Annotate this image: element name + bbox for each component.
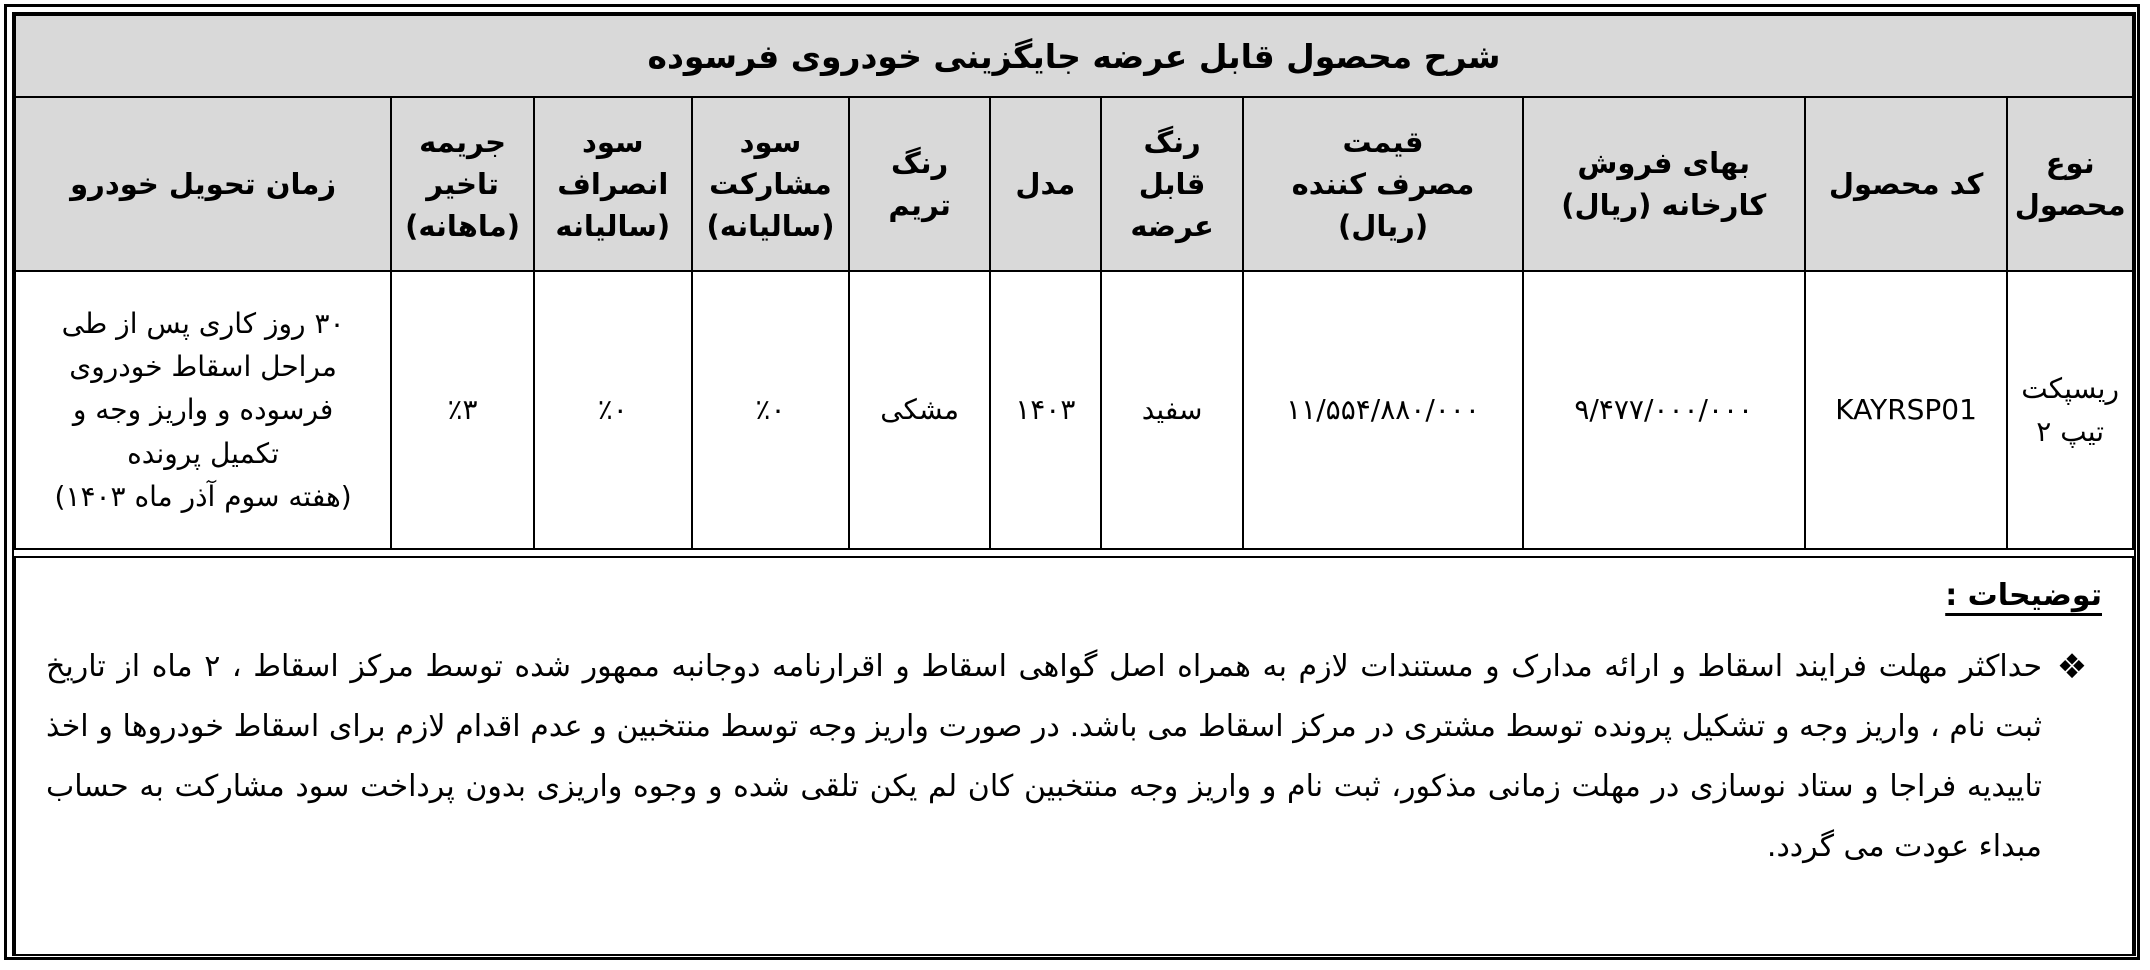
header-text: نوع محصول	[2014, 145, 2126, 222]
cell-factory-price: ۹/۴۷۷/۰۰۰/۰۰۰	[1523, 271, 1805, 549]
header-consumer-price	[1243, 97, 1522, 271]
header-delivery-time	[15, 97, 391, 271]
cell-text: ریسپکت تیپ ۲	[2021, 371, 2119, 448]
header-model	[990, 97, 1101, 271]
header-text: رنگ قابل عرضه	[1130, 124, 1214, 244]
table-title: شرح محصول قابل عرضه جایگزینی خودروی فرسوده	[15, 15, 2133, 97]
cell-trim-color: مشکی	[849, 271, 990, 549]
header-text: رنگ تریم	[888, 145, 951, 222]
header-text: مدل	[1015, 166, 1076, 201]
cell-color: سفید	[1101, 271, 1244, 549]
header-delay-penalty	[391, 97, 534, 271]
cell-delivery-time	[15, 271, 391, 549]
cell-consumer-price: ۱۱/۵۵۴/۸۸۰/۰۰۰	[1243, 271, 1522, 549]
cell-product-code: KAYRSP01	[1805, 271, 2007, 549]
note-text: حداکثر مهلت فرایند اسقاط و ارائه مدارک و مستندات لازم به همراه اصل گواهی اسقاط و اقرارنامه دوجانبه ممهور شده توسط مرکز اسقاط ، ۲ ماه از تاریخ ثبت نام ، واریز وجه و تشکیل پرونده توسط مشتری در مرکز اسقاط می باشد. در صورت واریز وجه توسط منتخبین و عدم اقدام لازم برای اسقاط خودروها و اخذ تاییدیه فراجا و ستاد نوسازی در مهلت زمانی مذکور، ثبت نام و واریز وجه منتخبین کان لم یکن تلقی شده و وجوه واریزی بدون پرداخت سود مشارکت به حساب مبداء عودت می گردد.	[46, 649, 2042, 864]
header-text: قیمت مصرف کننده (ریال)	[1291, 124, 1475, 244]
header-product-type	[2007, 97, 2133, 271]
notes-section	[14, 556, 2134, 956]
cell-product-type	[2007, 271, 2133, 549]
notes-title: توضیحات :	[1945, 578, 2102, 613]
header-text: بهای فروش کارخانه (ریال)	[1561, 145, 1767, 222]
cell-participation-profit: ٪۰	[692, 271, 850, 549]
product-spec-table	[14, 14, 2134, 550]
header-factory-price	[1523, 97, 1805, 271]
header-text: سود انصراف (سالیانه	[555, 124, 671, 244]
cell-delay-penalty: ٪۳	[391, 271, 534, 549]
header-trim-color	[849, 97, 990, 271]
header-participation-profit	[692, 97, 850, 271]
header-cancellation-profit	[534, 97, 692, 271]
header-text: سود مشارکت (سالیانه)	[706, 124, 835, 244]
cell-model: ۱۴۰۳	[990, 271, 1101, 549]
header-text: کد محصول	[1828, 166, 1984, 201]
header-product-code	[1805, 97, 2007, 271]
note-item	[46, 637, 2102, 877]
header-text: زمان تحویل خودرو	[70, 166, 337, 201]
cell-cancellation-profit: ٪۰	[534, 271, 692, 549]
header-color	[1101, 97, 1244, 271]
cell-text: ۳۰ روز کاری پس از طی مراحل اسقاط خودروی فرسوده و واریز وجه و تکمیل پرونده (هفته سوم آذر ماه ۱۴۰۳)	[54, 306, 352, 514]
table-row	[15, 271, 2133, 549]
diamond-bullet-icon: ❖	[2056, 647, 2088, 687]
header-text: جریمه تاخیر (ماهانه)	[405, 124, 520, 244]
